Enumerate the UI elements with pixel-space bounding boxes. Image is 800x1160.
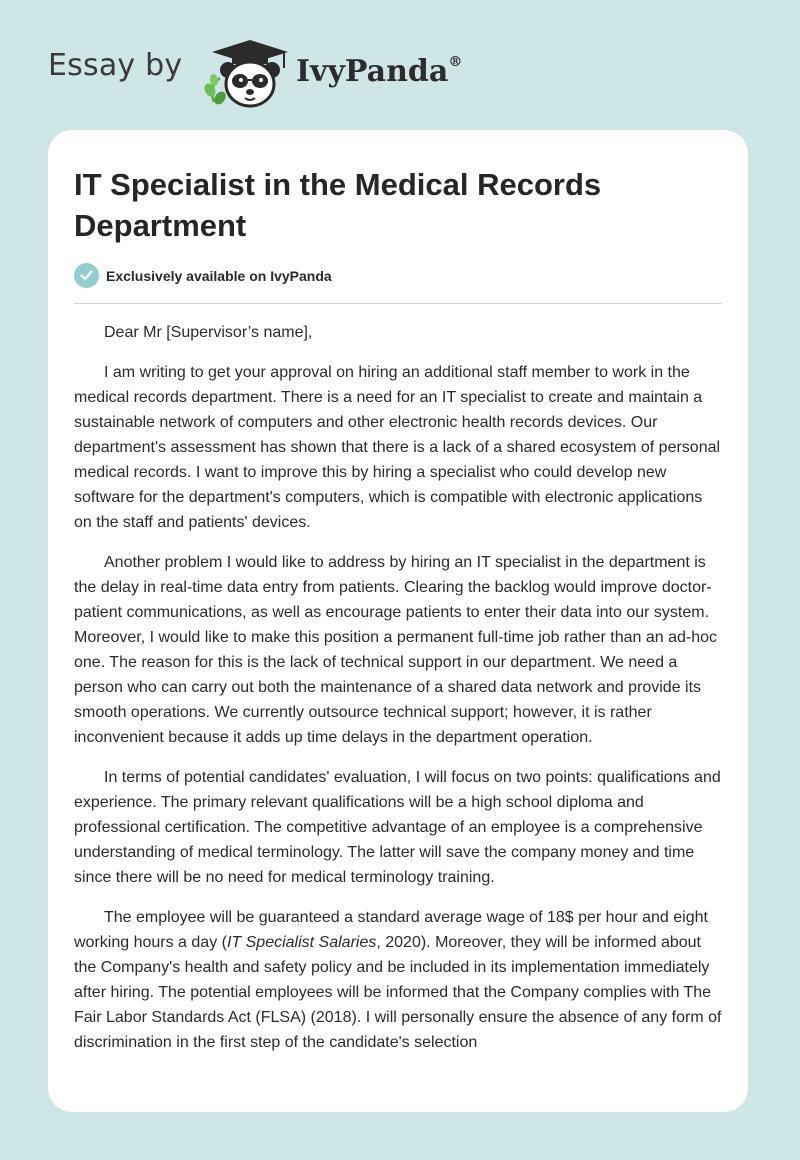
essay-body (74, 320, 724, 1070)
registered-mark: ® (448, 54, 463, 70)
brand-logo-text[interactable] (296, 54, 462, 89)
check-circle-icon (74, 263, 99, 288)
brand-name: IvyPanda (296, 54, 449, 89)
paragraph-4-end: , 2020). Moreover, they will be informed about the Company's health and safety policy and be included in its implementation immediately after hiring. The potential employees will be informed that the Company complies with The Fair Labor Standards Act (FLSA) (2018). I will personally ensure the absence of any form of discrimination in the first step of the candidate's selection (74, 934, 722, 1051)
panda-graduation-cap-icon[interactable] (200, 38, 292, 110)
citation-title: IT Specialist Salaries (226, 934, 377, 951)
exclusive-badge (74, 263, 332, 288)
title-divider (74, 303, 722, 304)
paragraph-2: Another problem I would like to address by hiring an IT specialist in the department is the delay in real-time data entry from patients. Clearing the backlog would improve doctor-patient communications, as well as encourage patients to enter their data into our system. Moreover, I would like to make this position a permanent full-time job rather than an ad-hoc one. The reason for this is the lack of technical support in our department. We need a person who can carry out both the maintenance of a shared data network and provide its smooth operations. We currently outsource technical support; however, it is rather inconvenient because it adds up time delays in the department operation. (74, 554, 717, 746)
essay-card (48, 130, 748, 1112)
paragraph-1: I am writing to get your approval on hiring an additional staff member to work in the medical records department. There is a need for an IT specialist to create and maintain a sustainable network of computers and other electronic health records devices. Our department's assessment has shown that there is a lack of a shared ecosystem of personal medical records. I want to improve this by hiring a specialist who could develop new software for the department's computers, which is compatible with electronic applications on the staff and patients' devices. (74, 364, 721, 531)
site-header (0, 0, 800, 120)
essay-by-label: Essay by (48, 48, 183, 83)
salutation: Dear Mr [Supervisor’s name], (104, 324, 313, 341)
exclusive-badge-label: Exclusively available on IvyPanda (106, 267, 332, 284)
paragraph-3: In terms of potential candidates' evaluation, I will focus on two points: qualifications and experience. The primary relevant qualifications will be a high school diploma and professional certification. The competitive advantage of an employee is a comprehensive understanding of medical terminology. The latter will save the company money and time since there will be no need for medical terminology training. (74, 769, 721, 886)
essay-title: IT Specialist in the Medical Records Department (74, 167, 602, 243)
paragraph-4 (74, 905, 724, 1055)
paragraph-4-start: The employee will be guaranteed a standard average wage of 18$ per hour and eight working hours a day ( (74, 909, 708, 951)
